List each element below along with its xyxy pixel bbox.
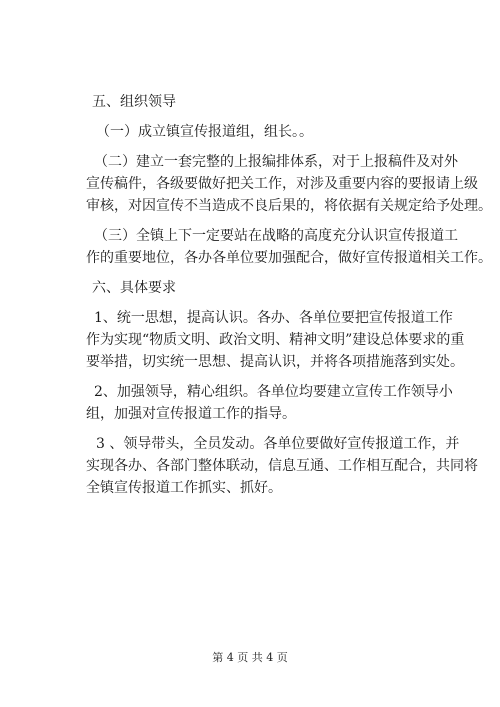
paragraph [86, 225, 492, 269]
paragraph [86, 433, 478, 499]
text-line: （三）全镇上下一定要站在战略的高度充分认识宣传报道工 [94, 228, 458, 244]
text-line: 实现各办、各部门整体联动，信息互通、工作相互配合，共同将 [86, 458, 478, 474]
paragraph [86, 381, 453, 425]
text-line: 作的重要地位，各办各单位要加强配合，做好宣传报道相关工作。 [86, 250, 492, 266]
text-line: （二）建立一套完整的上报编排体系，对于上报稿件及对外 [94, 154, 458, 170]
document-body [86, 91, 492, 499]
text-line: 要举措，切实统一思想、提高认识，并将各项措施落到实处。 [86, 354, 464, 370]
text-line: 六、具体要求 [92, 280, 176, 296]
section-heading [86, 277, 424, 299]
section-heading [86, 91, 424, 113]
paragraph [86, 151, 492, 217]
text-line: 宣传稿件，各级要做好把关工作，对涉及重要内容的要报请上级 [86, 176, 478, 192]
text-line: 审核，对因宣传不当造成不良后果的，将依据有关规定给予处理。 [86, 198, 492, 214]
paragraph [86, 121, 424, 143]
text-line: （一）成立镇宣传报道组，组长。。 [96, 124, 313, 140]
text-line: 作为实现“物质文明、政治文明、精神文明”建设总体要求的重 [86, 332, 465, 348]
text-line: 全镇宣传报道工作抓实、抓好。 [86, 480, 282, 496]
page-number-footer: 第 4 页 共 4 页 [212, 651, 288, 664]
text-line: 组，加强对宣传报道工作的指导。 [86, 406, 296, 422]
paragraph [86, 307, 465, 373]
text-line: 2、加强领导，精心组织。各单位均要建立宣传工作领导小 [94, 384, 453, 400]
text-line: 五、组织领导 [92, 94, 176, 110]
text-line: 3 、领导带头，全员发动。各单位要做好宣传报道工作，并 [96, 436, 460, 452]
text-line: 1、统一思想，提高认识。各办、各单位要把宣传报道工作 [94, 310, 453, 326]
